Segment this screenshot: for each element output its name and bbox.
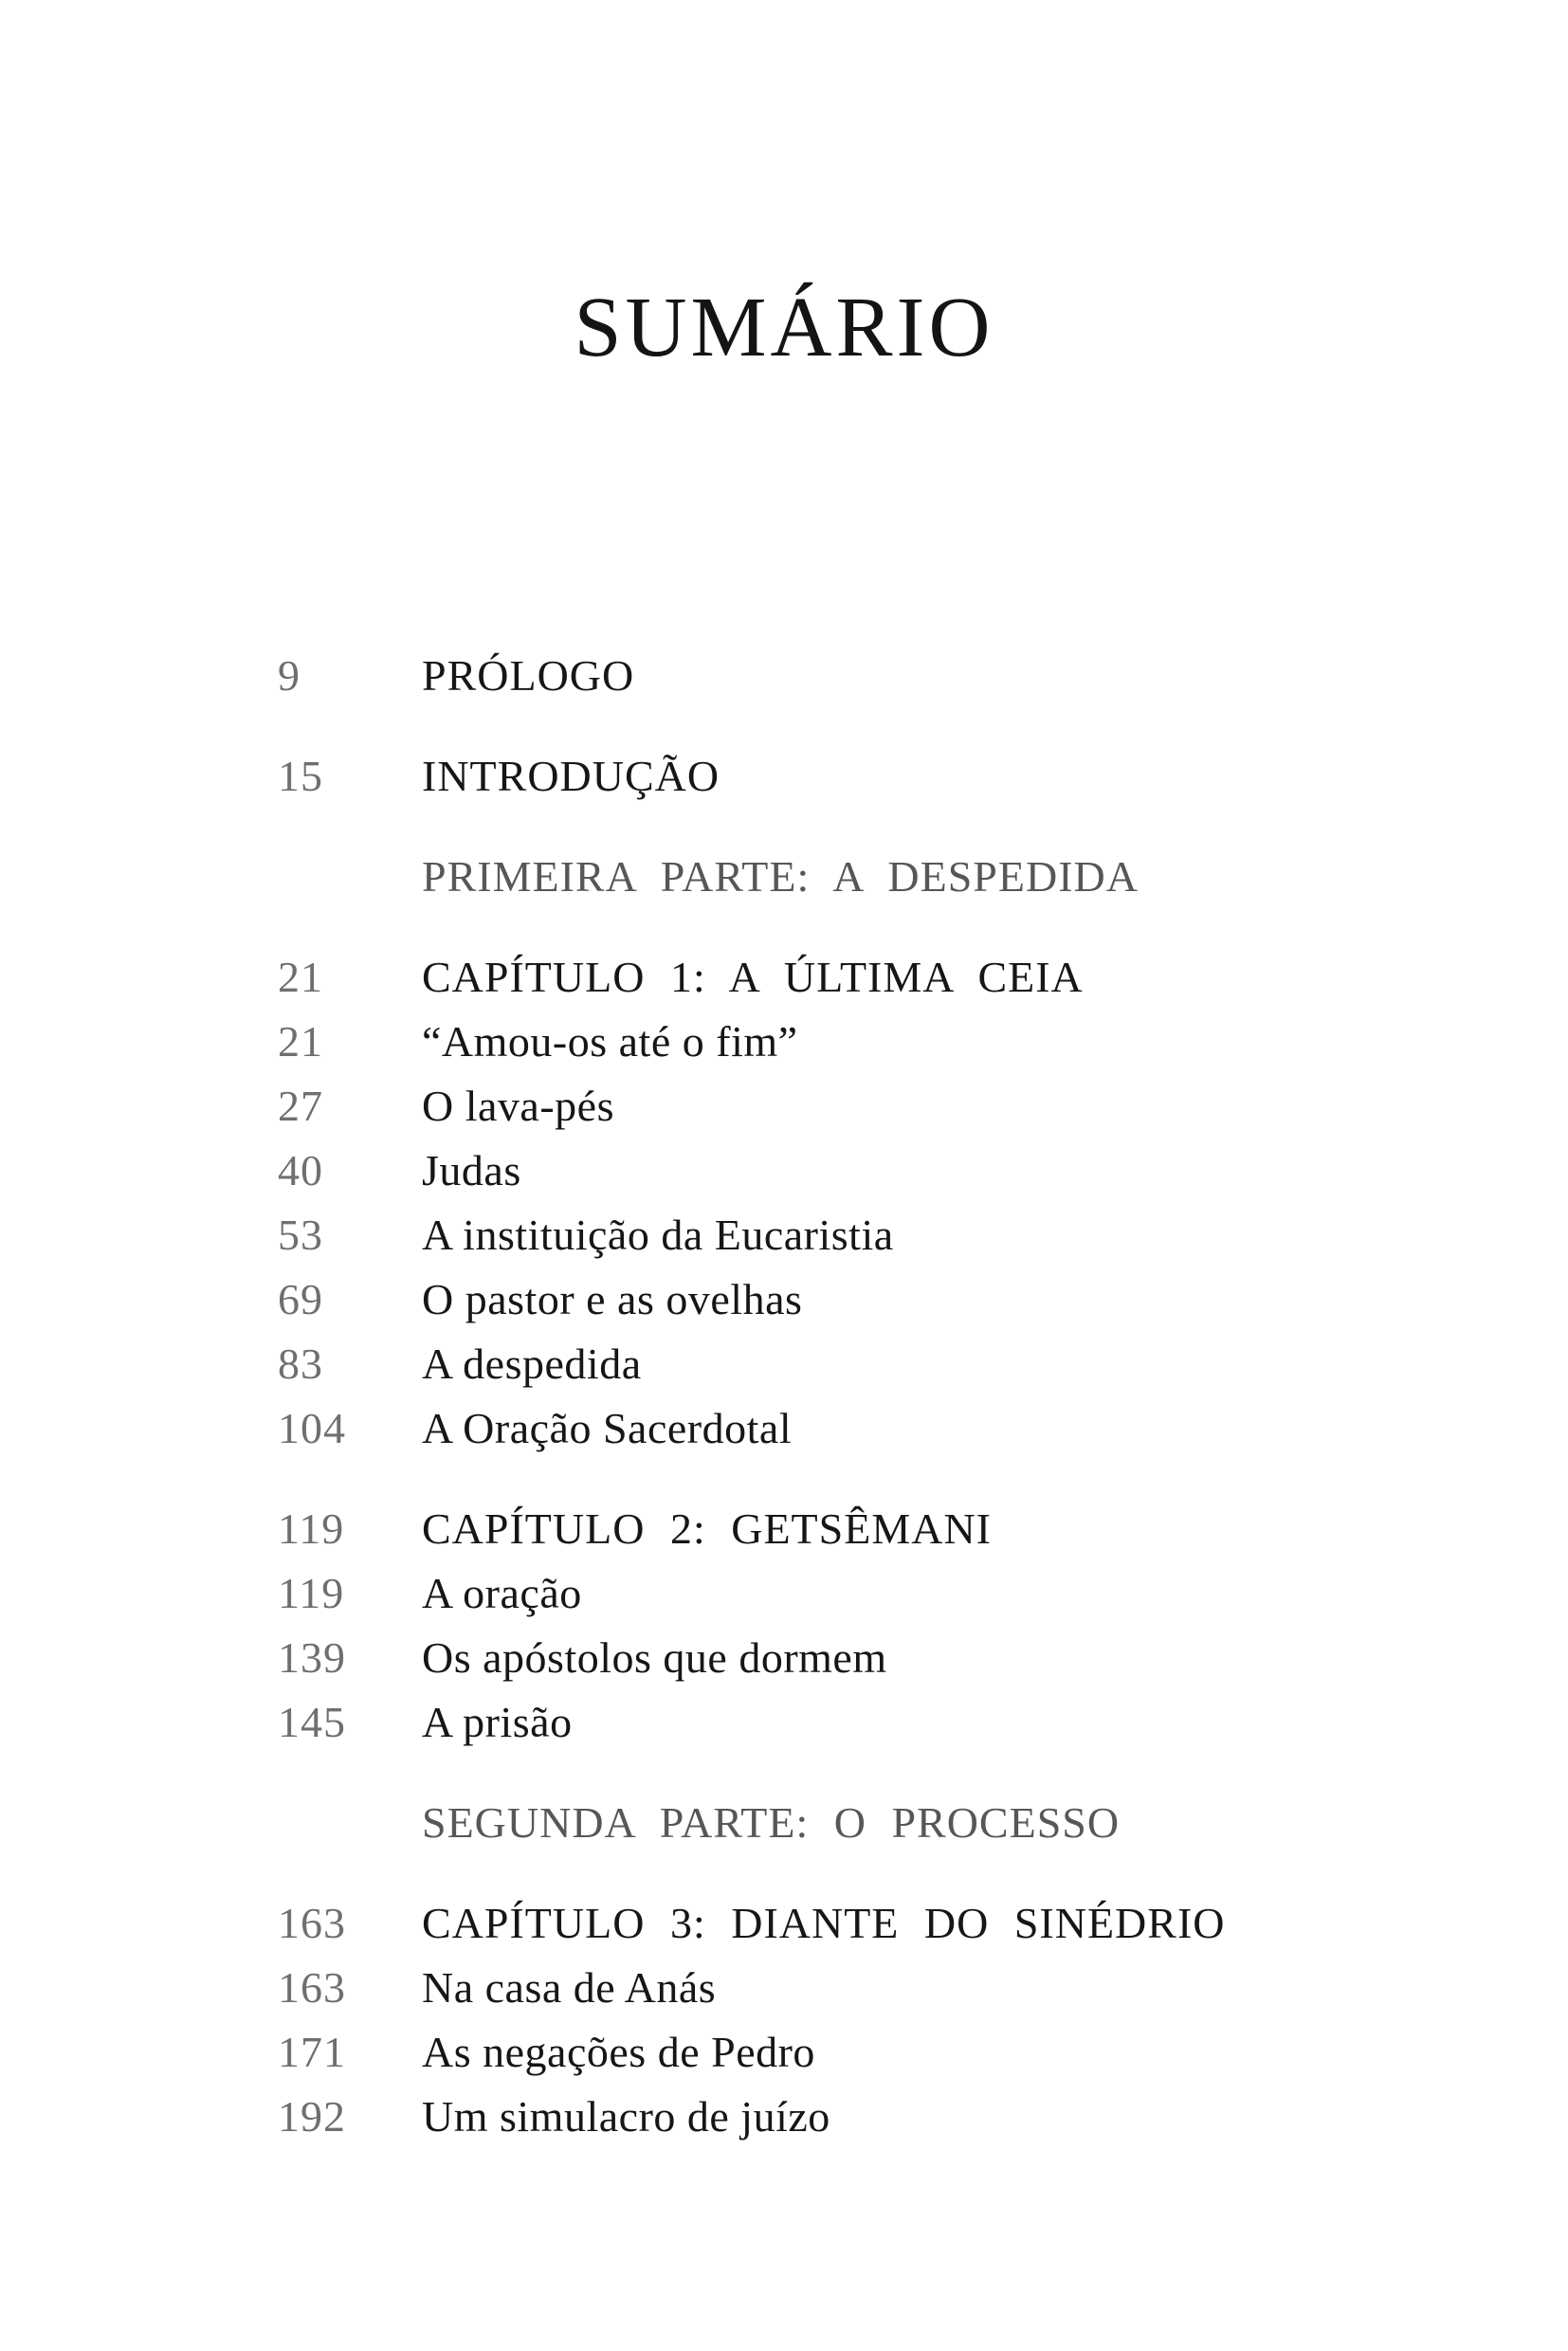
toc-entry-page-number: 171: [278, 2028, 346, 2076]
toc-entry-page-number: 119: [278, 1569, 345, 1617]
toc-entry-page-number: 83: [278, 1340, 323, 1388]
toc-entry-label: O pastor e as ovelhas: [422, 1275, 803, 1323]
toc-entry-page-number: 27: [278, 1082, 323, 1130]
toc-entry-label: As negações de Pedro: [422, 2028, 815, 2076]
toc-entry: [278, 2029, 1415, 2076]
toc-entry-label: Judas: [422, 1146, 521, 1194]
toc-entry-page-number: 9: [278, 651, 301, 700]
toc-entry-label: Na casa de Anás: [422, 1963, 717, 2012]
toc-entry: [278, 1505, 1415, 1553]
toc-entry: [278, 2093, 1415, 2141]
toc-entry-label: SEGUNDA PARTE: O PROCESSO: [422, 1798, 1121, 1847]
toc-entry: [278, 1964, 1415, 2012]
toc-entry-page-number: 15: [278, 752, 323, 800]
toc-entry: [278, 853, 1415, 901]
toc-entry-label: PRIMEIRA PARTE: A DESPEDIDA: [422, 852, 1139, 901]
toc-entry-page-number: 163: [278, 1963, 346, 2012]
toc-entry-page-number: 40: [278, 1146, 323, 1194]
toc-entry-page-number: 21: [278, 1017, 323, 1066]
toc-entry: [278, 1212, 1415, 1259]
toc-entry-label: INTRODUÇÃO: [422, 752, 720, 800]
toc-entry: [278, 1276, 1415, 1323]
toc-entry-label: “Amou-os até o fim”: [422, 1017, 798, 1066]
toc-entry-page-number: 53: [278, 1211, 323, 1259]
toc-entry-label: A despedida: [422, 1340, 642, 1388]
toc-entry-label: PRÓLOGO: [422, 651, 635, 700]
toc-entry-label: A oração: [422, 1569, 582, 1617]
toc-entry-page-number: 139: [278, 1633, 346, 1682]
toc-entry-page-number: 145: [278, 1698, 346, 1746]
toc-list: [278, 652, 1415, 2141]
page-title: SUMÁRIO: [574, 281, 994, 374]
toc-entry-label: CAPÍTULO 3: DIANTE DO SINÉDRIO: [422, 1899, 1226, 1947]
toc-entry: [278, 1900, 1415, 1947]
toc-entry: [278, 753, 1415, 800]
toc-entry-label: Um simulacro de juízo: [422, 2092, 830, 2141]
toc-entry: [278, 1799, 1415, 1847]
toc-entry-label: A instituição da Eucaristia: [422, 1211, 894, 1259]
toc-entry-page-number: 69: [278, 1275, 323, 1323]
toc-entry: [278, 1147, 1415, 1194]
toc-entry-label: A prisão: [422, 1698, 573, 1746]
toc-entry-page-number: 192: [278, 2092, 346, 2141]
toc-entry-page-number: 21: [278, 953, 323, 1001]
toc-entry: [278, 954, 1415, 1001]
toc-entry: [278, 1405, 1415, 1452]
toc-entry-label: CAPÍTULO 2: GETSÊMANI: [422, 1504, 992, 1553]
toc-entry-page-number: 119: [278, 1504, 345, 1553]
toc-entry-page-number: 104: [278, 1404, 346, 1452]
toc-entry-label: CAPÍTULO 1: A ÚLTIMA CEIA: [422, 953, 1084, 1001]
toc-entry: [278, 1083, 1415, 1130]
toc-entry: [278, 1570, 1415, 1617]
toc-entry: [278, 1018, 1415, 1066]
toc-entry-label: A Oração Sacerdotal: [422, 1404, 793, 1452]
toc-entry-label: O lava-pés: [422, 1082, 614, 1130]
toc-entry: [278, 652, 1415, 700]
toc-entry: [278, 1340, 1415, 1388]
toc-entry: [278, 1634, 1415, 1682]
toc-entry-page-number: 163: [278, 1899, 346, 1947]
toc-entry-label: Os apóstolos que dormem: [422, 1633, 887, 1682]
toc-entry: [278, 1699, 1415, 1746]
